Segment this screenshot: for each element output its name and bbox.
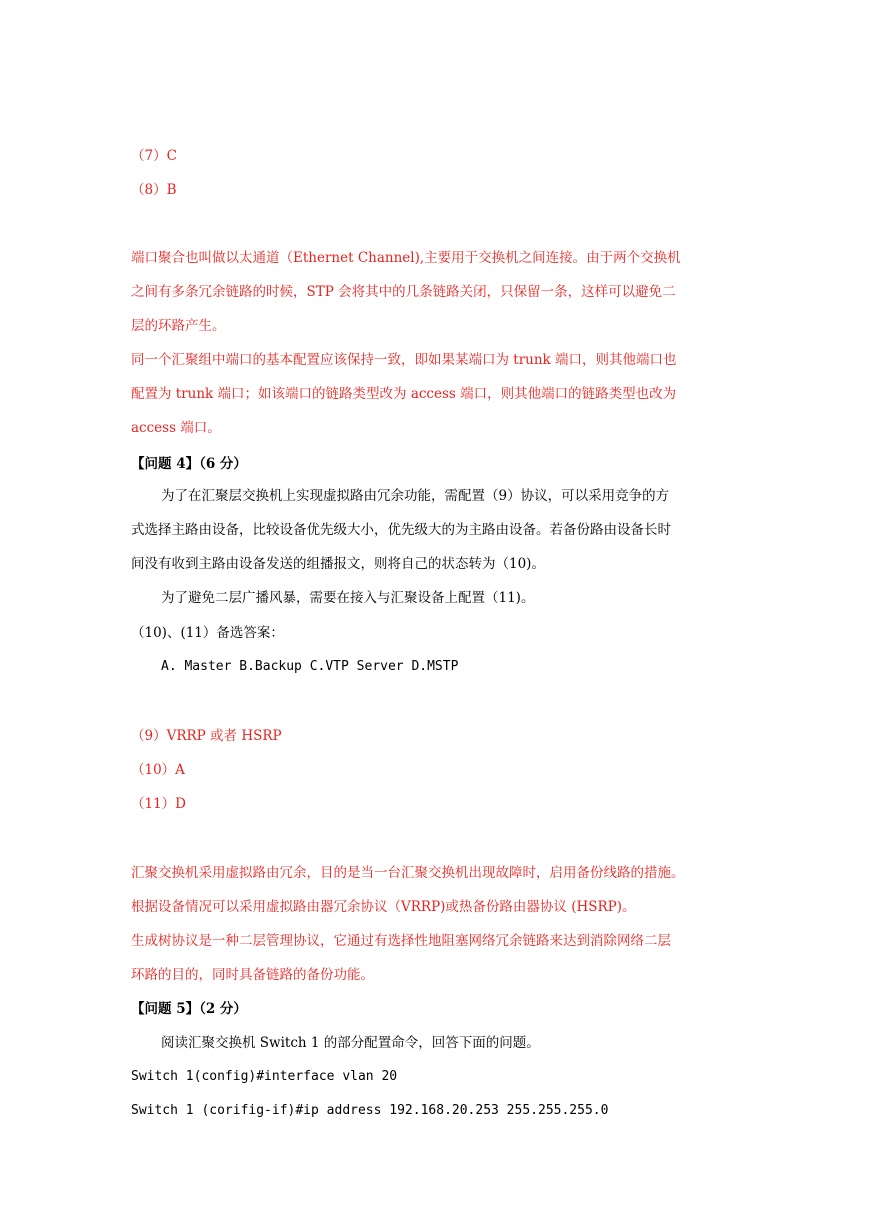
answer-10: （10）A [131, 762, 185, 778]
answer-9: （9）VRRP 或者 HSRP [131, 728, 282, 744]
explanation-line: 汇聚交换机采用虚拟路由冗余，目的是当一台汇聚交换机出现故障时，启用备份线路的措施。 [131, 865, 685, 881]
question-4-text: 式选择主路由设备，比较设备优先级大小，优先级大的为主路由设备。若备份路由设备长时 [131, 522, 671, 538]
question-4-heading: 【问题 4】（6 分） [131, 456, 247, 472]
question-4-text: 间没有收到主路由设备发送的组播报文，则将自己的状态转为（10)。 [131, 556, 545, 572]
explanation-line: 配置为 trunk 端口；如该端口的链路类型改为 access 端口，则其他端口的链路类型也改为 [131, 386, 677, 402]
explanation-line: 层的环路产生。 [131, 318, 226, 334]
explanation-line: 环路的目的，同时具备链路的备份功能。 [131, 967, 374, 983]
answer-11: （11）D [131, 796, 187, 812]
question-4-text: 为了在汇聚层交换机上实现虚拟路由冗余功能，需配置（9）协议，可以采用竞争的方 [161, 488, 670, 504]
answer-7: （7）C [131, 148, 177, 164]
explanation-line: 同一个汇聚组中端口的基本配置应该保持一致，即如果某端口为 trunk 端口，则其他端口也 [131, 352, 677, 368]
explanation-line: 端口聚合也叫做以太通道（Ethernet Channel),主要用于交换机之间连接。由于两个交换机 [131, 250, 681, 266]
answer-8: （8）B [131, 182, 177, 198]
question-5-heading: 【问题 5】（2 分） [131, 1001, 247, 1017]
options-label: （10)、(11）备选答案： [131, 625, 284, 641]
question-5-intro: 阅读汇聚交换机 Switch 1 的部分配置命令，回答下面的问题。 [161, 1035, 540, 1051]
config-command: Switch 1(config)#interface vlan 20 [131, 1069, 398, 1084]
question-4-text: 为了避免二层广播风暴，需要在接入与汇聚设备上配置（11)。 [161, 590, 535, 606]
explanation-line: 之间有多条冗余链路的时候，STP 会将其中的几条链路关闭，只保留一条，这样可以避免二 [131, 284, 676, 300]
explanation-line: access 端口。 [131, 420, 221, 436]
config-command: Switch 1 (corifig-if)#ip address 192.168.20.253 255.255.255.0 [131, 1103, 609, 1118]
explanation-line: 根据设备情况可以采用虚拟路由器冗余协议（VRRP)或热备份路由器协议 (HSRP)。 [131, 899, 636, 915]
explanation-line: 生成树协议是一种二层管理协议，它通过有选择性地阻塞网络冗余链路来达到消除网络二层 [131, 933, 671, 949]
options-list: A. Master B.Backup C.VTP Server D.MSTP [161, 659, 459, 674]
